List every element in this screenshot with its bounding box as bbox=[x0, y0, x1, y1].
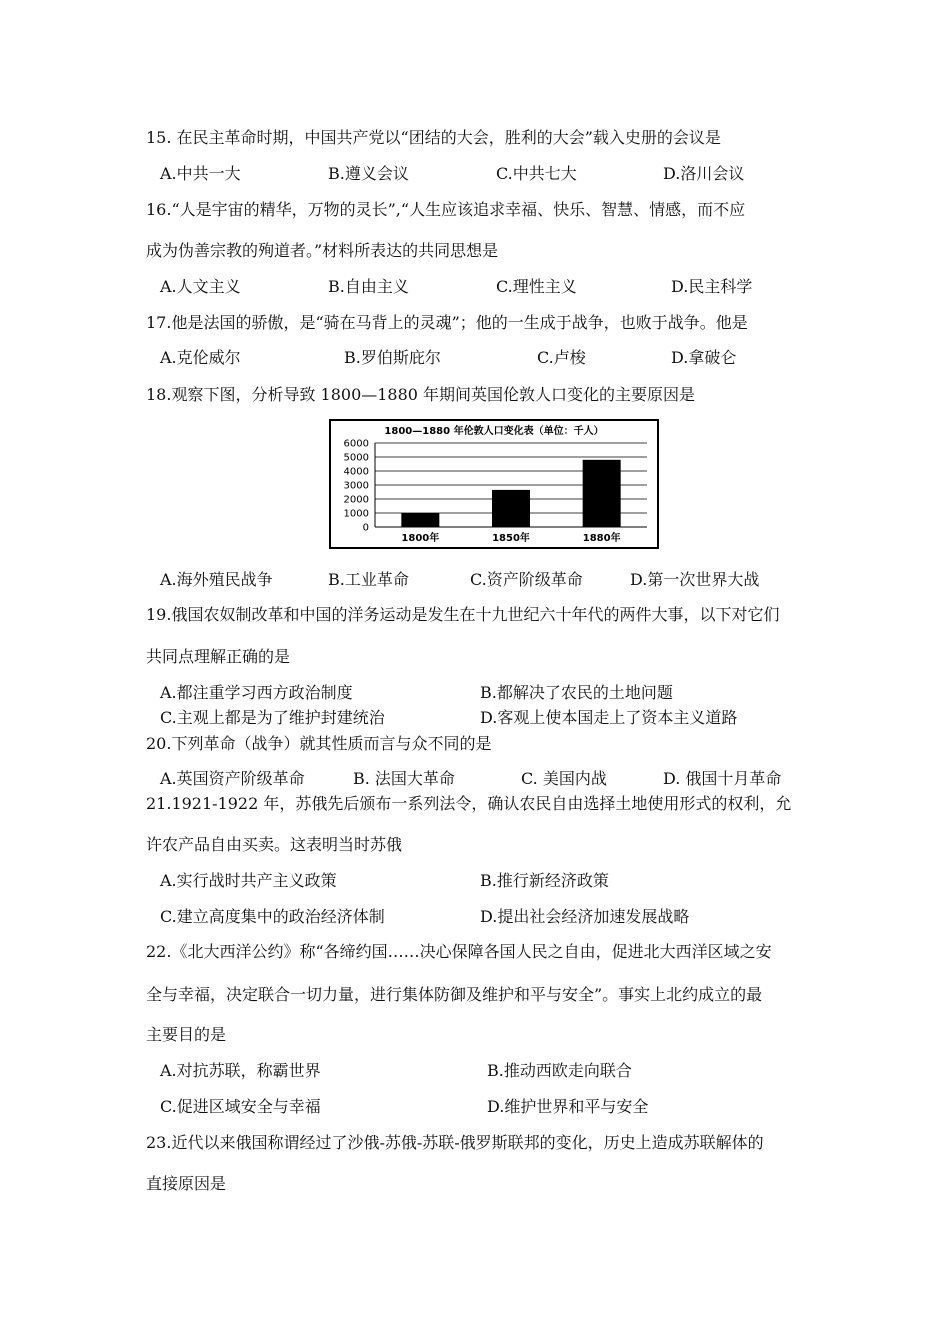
q17-stem: 17.他是法国的骄傲，是“骑在马背上的灵魂”；他的一生成于战争，也败于战争。他是 bbox=[146, 313, 748, 332]
q21-option-c: C.建立高度集中的政治经济体制 bbox=[160, 907, 385, 926]
population-chart-svg bbox=[331, 421, 657, 547]
q17-option-c: C.卢梭 bbox=[537, 348, 586, 367]
q20-option-a: A.英国资产阶级革命 bbox=[160, 769, 305, 788]
q16-option-c: C.理性主义 bbox=[496, 277, 577, 296]
q17-option-d: D.拿破仑 bbox=[671, 348, 737, 367]
q20-option-b: B. 法国大革命 bbox=[353, 769, 455, 788]
q21-stem-line1: 21.1921-1922 年，苏俄先后颁布一系列法令，确认农民自由选择土地使用形式的权利，允 bbox=[146, 794, 792, 813]
q16-option-d: D.民主科学 bbox=[671, 277, 753, 296]
q22-option-a: A.对抗苏联，称霸世界 bbox=[160, 1061, 321, 1080]
q21-stem-line2: 许农产品自由买卖。这表明当时苏俄 bbox=[146, 835, 403, 854]
x-tick-label: 1880年 bbox=[582, 533, 621, 544]
q19-option-a: A.都注重学习西方政治制度 bbox=[160, 683, 353, 702]
x-tick-label: 1800年 bbox=[401, 533, 440, 544]
q18-stem: 18.观察下图，分析导致 1800—1880 年期间英国伦敦人口变化的主要原因是 bbox=[146, 385, 696, 404]
q19-stem-line2: 共同点理解正确的是 bbox=[146, 647, 291, 666]
q23-stem-line2: 直接原因是 bbox=[146, 1174, 227, 1193]
q18-option-a: A.海外殖民战争 bbox=[160, 570, 273, 589]
q16-option-a: A.人文主义 bbox=[160, 277, 241, 296]
q22-option-b: B.推动西欧走向联合 bbox=[487, 1061, 632, 1080]
q20-option-c: C. 美国内战 bbox=[521, 769, 607, 788]
q15-stem: 15. 在民主革命时期，中国共产党以“团结的大会，胜利的大会”载入史册的会议是 bbox=[146, 128, 721, 147]
chart-labels bbox=[344, 439, 621, 545]
y-tick-label: 3000 bbox=[343, 480, 369, 492]
q21-option-b: B.推行新经济政策 bbox=[480, 871, 609, 890]
q16-stem-line2: 成为伪善宗教的殉道者。”材料所表达的共同思想是 bbox=[146, 241, 499, 260]
q16-stem-line1: 16.“人是宇宙的精华，万物的灵长”,“人生应该追求幸福、快乐、智慧、情感，而不应 bbox=[146, 200, 746, 219]
population-chart bbox=[329, 419, 659, 549]
q23-stem-line1: 23.近代以来俄国称谓经过了沙俄-苏俄-苏联-俄罗斯联邦的变化，历史上造成苏联解体的 bbox=[146, 1133, 764, 1152]
q16-option-b: B.自由主义 bbox=[328, 277, 409, 296]
q19-option-d: D.客观上使本国走上了资本主义道路 bbox=[480, 708, 738, 727]
bar bbox=[401, 513, 439, 527]
q18-option-b: B.工业革命 bbox=[328, 570, 409, 589]
q21-option-d: D.提出社会经济加速发展战略 bbox=[480, 907, 690, 926]
q22-stem-line2: 全与幸福，决定联合一切力量，进行集体防御及维护和平与安全”。事实上北约成立的最 bbox=[146, 985, 763, 1004]
x-tick-label: 1850年 bbox=[492, 533, 530, 544]
q20-option-d: D. 俄国十月革命 bbox=[663, 769, 782, 788]
q15-option-c: C.中共七大 bbox=[496, 164, 577, 183]
y-tick-label: 1000 bbox=[343, 508, 369, 520]
y-tick-label: 2000 bbox=[343, 494, 369, 506]
y-tick-label: 0 bbox=[362, 522, 369, 534]
q19-stem-line1: 19.俄国农奴制改革和中国的洋务运动是发生在十九世纪六十年代的两件大事，以下对它们 bbox=[146, 605, 780, 624]
q15-option-a: A.中共一大 bbox=[160, 164, 241, 183]
q22-stem-line3: 主要目的是 bbox=[146, 1025, 227, 1044]
q22-option-c: C.促进区域安全与幸福 bbox=[160, 1097, 321, 1116]
q17-option-b: B.罗伯斯庇尔 bbox=[344, 348, 441, 367]
q19-option-b: B.都解决了农民的土地问题 bbox=[480, 683, 673, 702]
chart-title: 1800—1880 年伦敦人口变化表（单位：千人） bbox=[384, 426, 604, 437]
q21-option-a: A.实行战时共产主义政策 bbox=[160, 871, 337, 890]
q22-option-d: D.维护世界和平与安全 bbox=[487, 1097, 649, 1116]
y-tick-label: 4000 bbox=[343, 466, 369, 478]
q18-option-c: C.资产阶级革命 bbox=[470, 570, 583, 589]
q19-option-c: C.主观上都是为了维护封建统治 bbox=[160, 708, 385, 727]
q20-stem: 20.下列革命（战争）就其性质而言与众不同的是 bbox=[146, 734, 492, 753]
q17-option-a: A.克伦威尔 bbox=[160, 348, 241, 367]
chart-bars bbox=[401, 460, 620, 527]
q15-option-d: D.洛川会议 bbox=[663, 164, 745, 183]
y-tick-label: 6000 bbox=[343, 438, 369, 450]
q18-option-d: D.第一次世界大战 bbox=[630, 570, 760, 589]
y-tick-label: 5000 bbox=[343, 452, 369, 464]
bar bbox=[583, 460, 621, 527]
q15-option-b: B.遵义会议 bbox=[328, 164, 409, 183]
q22-stem-line1: 22.《北大西洋公约》称“各缔约国……决心保障各国人民之自由，促进北大西洋区域之安 bbox=[146, 942, 772, 961]
bar bbox=[492, 490, 530, 527]
